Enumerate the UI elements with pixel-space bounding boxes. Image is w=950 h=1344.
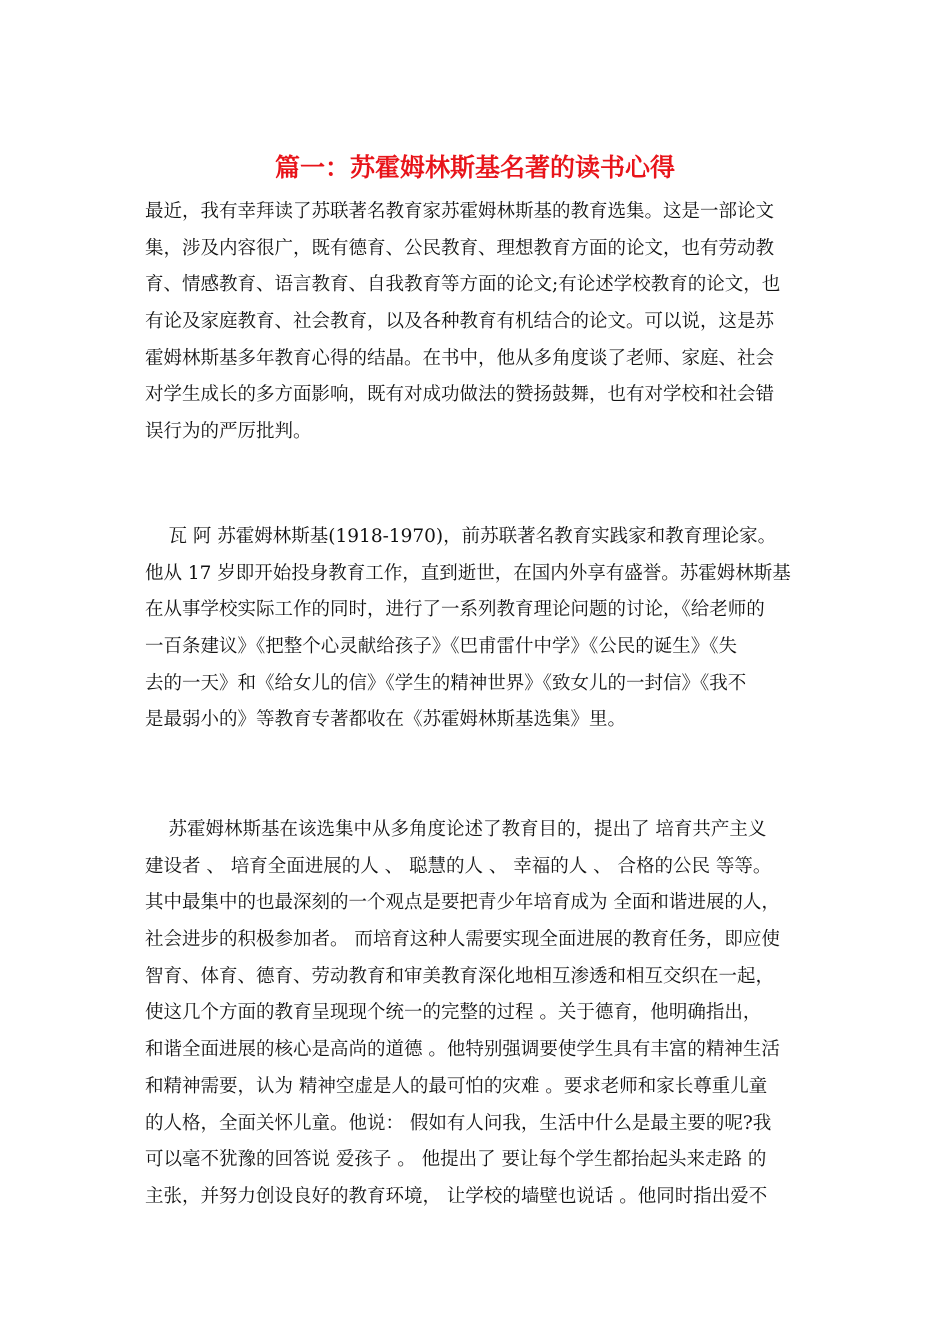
paragraph-3 (145, 812, 825, 1216)
paragraph-line: 集，涉及内容很广，既有德育、公民教育、理想教育方面的论文，也有劳动教 (145, 237, 775, 259)
paragraph-line: 和精神需要，认为 精神空虚是人的最可怕的灾难 。要求老师和家长尊重儿童 (145, 1075, 768, 1097)
paragraph-line: 霍姆林斯基多年教育心得的结晶。在书中，他从多角度谈了老师、家庭、社会 (145, 347, 775, 369)
paragraph-line: 他从 17 岁即开始投身教育工作，直到逝世，在国内外享有盛誉。苏霍姆林斯基 (145, 562, 791, 584)
paragraph-line: 在从事学校实际工作的同时，进行了一系列教育理论问题的讨论，《给老师的 (145, 599, 765, 621)
paragraph-line: 苏霍姆林斯基在该选集中从多角度论述了教育目的，提出了 培育共产主义 (145, 819, 767, 840)
paragraph-line: 最近，我有幸拜读了苏联著名教育家苏霍姆林斯基的教育选集。这是一部论文 (145, 201, 775, 222)
paragraph-line: 一百条建议》《把整个心灵献给孩子》《巴甫雷什中学》《公民的诞生》《失 (145, 636, 738, 658)
document-title: 篇一：苏霍姆林斯基名著的读书心得 (274, 153, 675, 182)
paragraph-line: 可以毫不犹豫的回答说 爱孩子 。 他提出了 要让每个学生都抬起头来走路 的 (145, 1149, 767, 1171)
paragraph-line: 对学生成长的多方面影响，既有对成功做法的赞扬鼓舞，也有对学校和社会错 (145, 384, 775, 406)
paragraph-line: 瓦 阿 苏霍姆林斯基(1918-1970)，前苏联著名教育实践家和教育理论家。 (145, 526, 777, 547)
paragraph-line: 建设者 、 培育全面进展的人 、 聪慧的人 、 幸福的人 、 合格的公民 等等。 (145, 855, 772, 877)
paragraph-line: 社会进步的积极参加者。 而培育这种人需要实现全面进展的教育任务，即应使 (145, 929, 780, 951)
paragraph-line: 误行为的严厉批判。 (145, 421, 312, 443)
paragraph-line: 其中最集中的也最深刻的一个观点是要把青少年培育成为 全面和谐进展的人， (145, 892, 780, 914)
paragraph-1 (145, 194, 825, 451)
paragraph-line: 育、情感教育、语言教育、自我教育等方面的论文;有论述学校教育的论文，也 (145, 274, 781, 296)
paragraph-line: 使这几个方面的教育呈现现个统一的完整的过程 。关于德育，他明确指出， (145, 1002, 762, 1024)
paragraph-line: 智育、体育、德育、劳动教育和审美教育深化地相互渗透和相互交织在一起， (145, 965, 775, 987)
paragraph-line: 去的一天》和《给女儿的信》《学生的精神世界》《致女儿的一封信》《我不 (145, 672, 747, 694)
paragraph-2 (145, 519, 825, 739)
paragraph-line: 和谐全面进展的核心是高尚的道德 。他特别强调要使学生具有丰富的精神生活 (145, 1039, 780, 1061)
paragraph-line: 的人格，全面关怀儿童。他说： 假如有人问我，生活中什么是最主要的呢?我 (145, 1112, 772, 1134)
paragraph-line: 是最弱小的》等教育专著都收在《苏霍姆林斯基选集》里。 (145, 709, 627, 731)
paragraph-line: 主张，并努力创设良好的教育环境， 让学校的墙壁也说话 。他同时指出爱不 (145, 1185, 768, 1207)
paragraph-line: 有论及家庭教育、社会教育，以及各种教育有机结合的论文。可以说，这是苏 (145, 311, 775, 333)
